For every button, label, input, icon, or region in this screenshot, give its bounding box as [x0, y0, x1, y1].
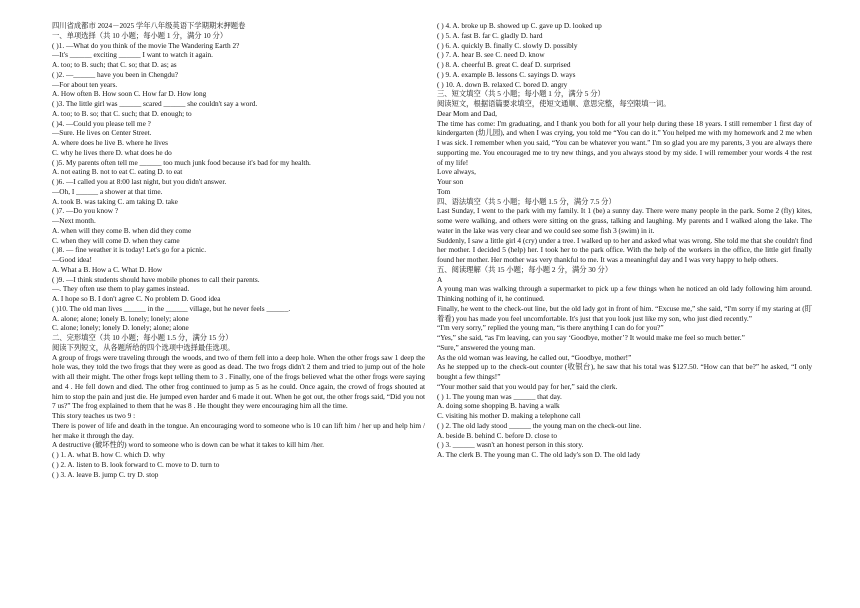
question-options: ( ) 7. A. hear B. see C. need D. know [437, 50, 545, 60]
letter-signature: Tom [437, 186, 451, 196]
right-column [437, 21, 812, 460]
question-options: ( ) 8. A. cheerful B. great C. deaf D. surprised [437, 60, 571, 69]
question-options: A. How often B. How soon C. How far D. How long [52, 89, 207, 99]
question-options: ( ) 5. A. fast B. far C. gladly D. hard [437, 30, 543, 40]
question-options: A. where does he live B. where he lives [52, 138, 168, 147]
question-options: C. why he lives there D. what does he do [52, 147, 172, 157]
question-line: —Next month. [52, 216, 96, 225]
question-options: ( ) 10. A. down B. relaxed C. bored D. angry [437, 79, 568, 89]
left-column [52, 21, 425, 479]
passage-line: This story teaches us two 9 : [52, 411, 136, 420]
question-line: —Good idea! [52, 255, 92, 264]
passage-paragraph: There is power of life and death in the tongue. An encouraging word to someone who is 10 can lift him / her up and help him / her make it through the day. [52, 420, 425, 440]
question-options: ( ) 6. A. quickly B. finally C. slowly D. possibly [437, 40, 578, 50]
letter-body: The time has come: I'm graduating, and I thank you both for all your help during these 18 years. I still remember 1 first day of kindergarten (幼儿园), and when I was crying, you told me “You can do it.” You helped me with my homework and 2 me when I was sick. I remember when you said, “You can be whatever you want.” I'm so glad you are my parents, 3 you are always there supporting me. You encouraged me to try new things, and you always stood by my side. I will remember your words 4 the rest of my life! [437, 118, 812, 167]
question-line: —Oh, I ______ a shower at that time. [52, 186, 163, 196]
question-options: A. not eating B. not to eat C. eating D. to eat [52, 167, 183, 177]
reading-passage: A young man was walking through a supermarket to pick up a few things when he noticed an old lady following him around. Thinking nothing of it, he continued. [437, 284, 812, 303]
question-line: —It's ______ exciting ______ I want to watch it again. [52, 50, 214, 60]
section-instructions: 阅读短文，根据语篇要求填空，使短文通顺、意思完整，每空限填一词。 [437, 99, 671, 108]
exam-title: 四川省成都市 2024－2025 学年八年级英语下学期期末押题卷 [52, 21, 246, 30]
question-line: ( )2. —______ have you been in Chengdu? [52, 69, 179, 79]
question-options: ( ) 2. A. listen to B. look forward to C. move to D. turn to [52, 459, 220, 469]
question-line: ( )5. My parents often tell me ______ too much junk food because it's bad for my health. [52, 157, 311, 167]
question-line: —. They often use them to play games instead. [52, 284, 190, 294]
question-options: A. I hope so B. I don't agree C. No problem D. Good idea [52, 294, 221, 303]
question-line: —Sure. He lives on Center Street. [52, 128, 152, 138]
reading-line: “I'm very sorry,” replied the young man, “is there anything I can do for you?” [437, 323, 664, 333]
question-options: ( ) 3. A. leave B. jump C. try D. stop [52, 469, 159, 479]
reading-line: “Yes,” she said, “as I'm leaving, can you say ‘Goodbye, mother’? It would make me feel so much better.” [437, 333, 745, 342]
reading-line: “Sure,” answered the young man. [437, 342, 536, 352]
grammar-passage: Last Sunday, I went to the park with my family. It 1 (be) a sunny day. There were many people in the park. Some 2 (fly) kites, some were walking, and others were sitting on the grass, talking and laughing. My parents and I walked along the lake. The water in the lake was very clear and we could see some fish 3 (swim) in it. [437, 206, 812, 235]
question-options: ( ) 1. A. what B. how C. which D. why [52, 450, 165, 459]
question-line: ( ) 2. The old lady stood ______ the young man on the check-out line. [437, 420, 642, 430]
question-line: ( )4. —Could you please tell me ? [52, 118, 151, 128]
question-line: ( )9. —I think students should have mobile phones to call their parents. [52, 274, 260, 284]
letter-greeting: Dear Mom and Dad, [437, 108, 497, 118]
grammar-passage: Suddenly, I saw a little girl 4 (cry) under a tree. I walked up to her and asked what was wrong. She told me that she couldn't find her mother. I decided 5 (help) her. I took her to the park office. With the help of the workers in the office, the little girl finally found her mother. Her mother was very thankful to me. It was a meaningful day and I was very happy to help others. [437, 235, 812, 264]
question-options: ( ) 4. A. broke up B. showed up C. gave up D. looked up [437, 21, 602, 30]
reading-line: “Your mother said that you would pay for her,” said the clerk. [437, 381, 618, 391]
reading-passage: Finally, he went to the check-out line, but the old lady got in front of him. “Excuse me,” she said, “I'm sorry if my staring at (盯着看) you has made you feel uncomfortable. It's just that you look just like my son, who just died recently.” [437, 303, 812, 323]
question-line: ( )1. —What do you think of the movie The Wandering Earth 2? [52, 40, 240, 50]
section-heading-fill-blank: 三、短文填空（共 5 小题；每小题 1 分，满分 5 分） [437, 89, 605, 99]
cloze-passage: A group of frogs were traveling through the woods, and two of them fell into a deep hole. When the other frogs saw 1 deep the hole was, they told the two frogs that they were as good as dead. The two frogs didn't 2 them and tried to jump out of the hole with all their might. The other frogs kept telling them to 3 . Finally, one of the frogs believed what the other frogs were saying and 4 . He fell down and died. The other frog continued to jump as 5 as he could. Once again, the crowd of frogs shouted at him to stop the pain and just die. He jumped even harder and 6 made it out. When he got out, the other frogs said, “Did you not 7 us?” The frog explained to them that he was 8 . He thought they were encouraging him all the time. [52, 352, 425, 411]
question-line: ( )3. The little girl was ______ scared ______ she couldn't say a word. [52, 99, 258, 108]
question-options: C. when they will come D. when they came [52, 235, 180, 245]
passage-line: A destructive (破坏性的) word to someone who is down can be what it takes to kill him /her. [52, 440, 324, 450]
question-line: ( )6. —I called you at 8:00 last night, but you didn't answer. [52, 177, 227, 186]
question-options: A. when will they come B. when did they come [52, 225, 192, 235]
question-options: A. too; to B. such; that C. so; that D. as; as [52, 60, 177, 69]
question-line: ( ) 3. ______ wasn't an honest person in this story. [437, 440, 584, 450]
section-heading-grammar: 四、语法填空（共 5 小题；每小题 1.5 分，满分 7.5 分） [437, 196, 616, 206]
question-options: A. too; to B. so; that C. such; that D. enough; to [52, 108, 192, 118]
question-line: —For about ten years. [52, 79, 118, 89]
section-heading-single-choice: 一、单项选择（共 10 小题；每小题 1 分，满分 10 分） [52, 30, 228, 40]
question-line: ( )10. The old man lives ______ in the ______ village, but he never feels ______. [52, 303, 291, 313]
reading-passage: As he stepped up to the check-out counter (收银台), he saw that his total was $127.50. “How can that be?” he asked, “I only bought a few things!” [437, 362, 812, 381]
letter-closing: Love always, [437, 167, 476, 177]
question-line: ( )7. —Do you know ? [52, 206, 119, 216]
reading-line: As the old woman was leaving, he called out, “Goodbye, mother!” [437, 352, 632, 362]
question-options: A. alone; alone; lonely B. lonely; lonely; alone [52, 313, 189, 323]
reading-label: A [437, 274, 443, 284]
question-options: ( ) 9. A. example B. lessons C. sayings D. ways [437, 69, 576, 79]
question-options: A. doing some shopping B. having a walk [437, 401, 560, 411]
section-heading-reading: 五、阅读理解（共 15 小题；每小题 2 分，满分 30 分） [437, 264, 613, 274]
question-options: C. alone; lonely; lonely D. lonely; alone; alone [52, 323, 189, 333]
question-options: A. What a B. How a C. What D. How [52, 264, 163, 274]
section-heading-cloze: 二、完形填空（共 10 小题；每小题 1.5 分，满分 15 分） [52, 333, 233, 342]
letter-closing: Your son [437, 177, 464, 186]
question-options: A. The clerk B. The young man C. The old lady's son D. The old lady [437, 450, 641, 459]
question-options: C. visiting his mother D. making a telephone call [437, 411, 581, 420]
question-options: A. beside B. behind C. before D. close to [437, 430, 557, 440]
question-options: A. took B. was taking C. am taking D. take [52, 196, 178, 206]
question-line: ( ) 1. The young man was ______ that day. [437, 391, 562, 401]
question-line: ( )8. — fine weather it is today! Let's go for a picnic. [52, 245, 207, 255]
section-instructions: 阅读下列短文，从各题所给的四个选项中选择最佳选项。 [52, 342, 235, 352]
